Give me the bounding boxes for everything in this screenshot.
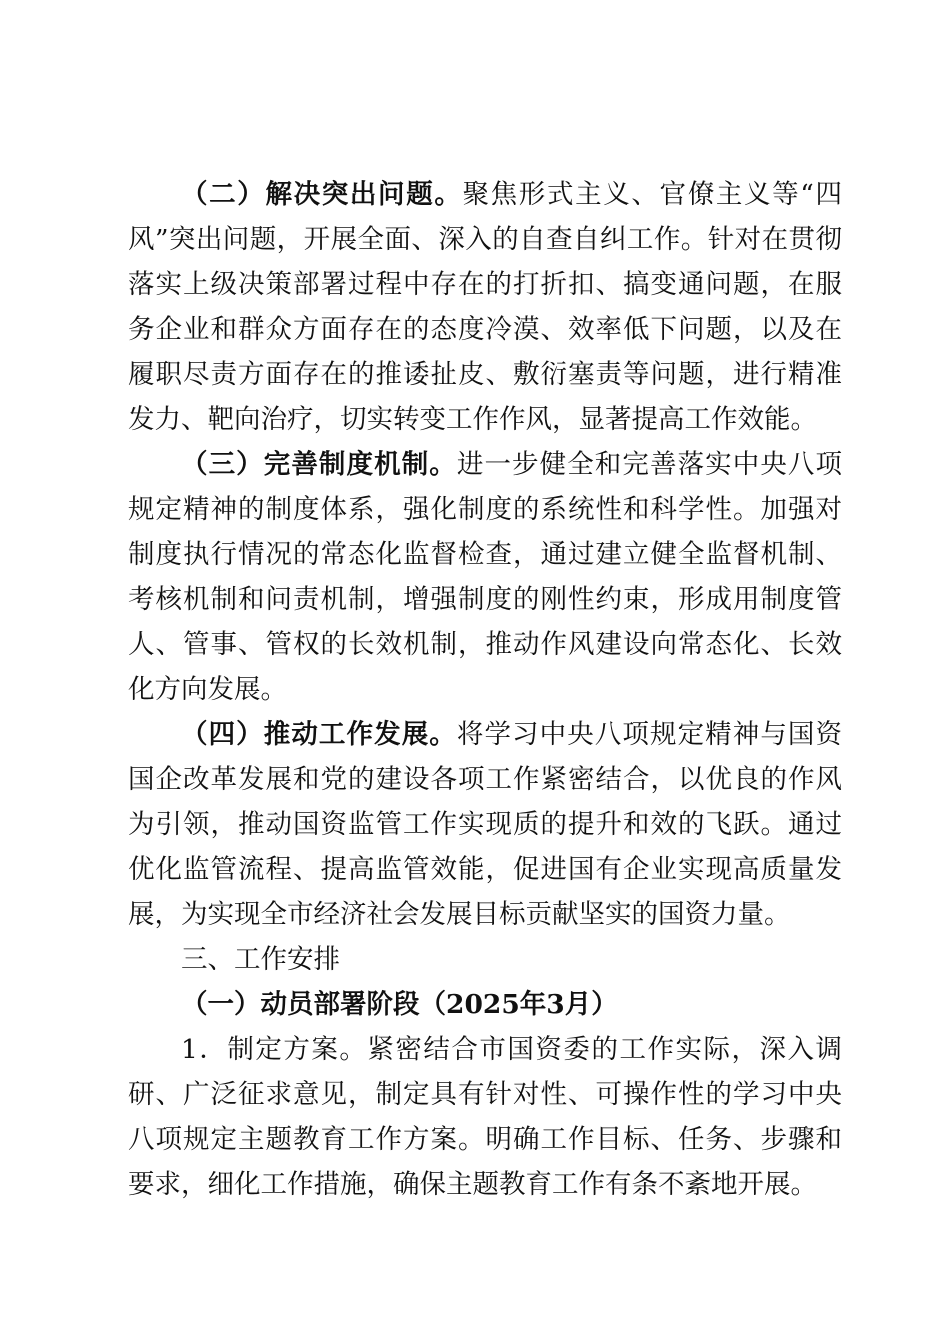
stage-heading: （一）动员部署阶段（2025年3月） (181, 989, 618, 1020)
section-3-lead: （三）完善制度机制。 (181, 449, 457, 480)
section-2-body: 聚焦形式主义、官僚主义等“四风”突出问题，开展全面、深入的自查自纠工作。针对在贯彻落实上级决策部署过程中存在的打折扣、搞变通问题，在服务企业和群众方面存在的态度冷漠、效率低下问题，以及在履职尽责方面存在的推诿扯皮、敷衍塞责等问题，进行精准发力、靶向治疗，切实转变工作作风，显著提高工作效能。 (128, 179, 842, 435)
section-2-paragraph (128, 172, 842, 442)
section-3-body: 进一步健全和完善落实中央八项规定精神的制度体系，强化制度的系统性和科学性。加强对制度执行情况的常态化监督检查，通过建立健全监督机制、考核机制和问责机制，增强制度的刚性约束，形成用制度管人、管事、管权的长效机制，推动作风建设向常态化、长效化方向发展。 (128, 449, 843, 705)
section-4-paragraph (128, 712, 842, 937)
section-3-paragraph (128, 442, 842, 712)
document-page (128, 172, 842, 1207)
chapter-heading: 三、工作安排 (181, 944, 340, 975)
section-4-body: 将学习中央八项规定精神与国资国企改革发展和党的建设各项工作紧密结合，以优良的作风为引领，推动国资监管工作实现质的提升和效的飞跃。通过优化监管流程、提高监管效能，促进国有企业实现高质量发展，为实现全市经济社会发展目标贡献坚实的国资力量。 (128, 719, 843, 930)
section-2-lead: （二）解决突出问题。 (181, 179, 463, 210)
item-1-paragraph: 1．制定方案。紧密结合市国资委的工作实际，深入调研、广泛征求意见，制定具有针对性、可操作性的学习中央八项规定主题教育工作方案。明确工作目标、任务、步骤和要求，细化工作措施，确保主题教育工作有条不紊地开展。 (128, 1034, 842, 1200)
section-4-lead: （四）推动工作发展。 (181, 719, 457, 750)
